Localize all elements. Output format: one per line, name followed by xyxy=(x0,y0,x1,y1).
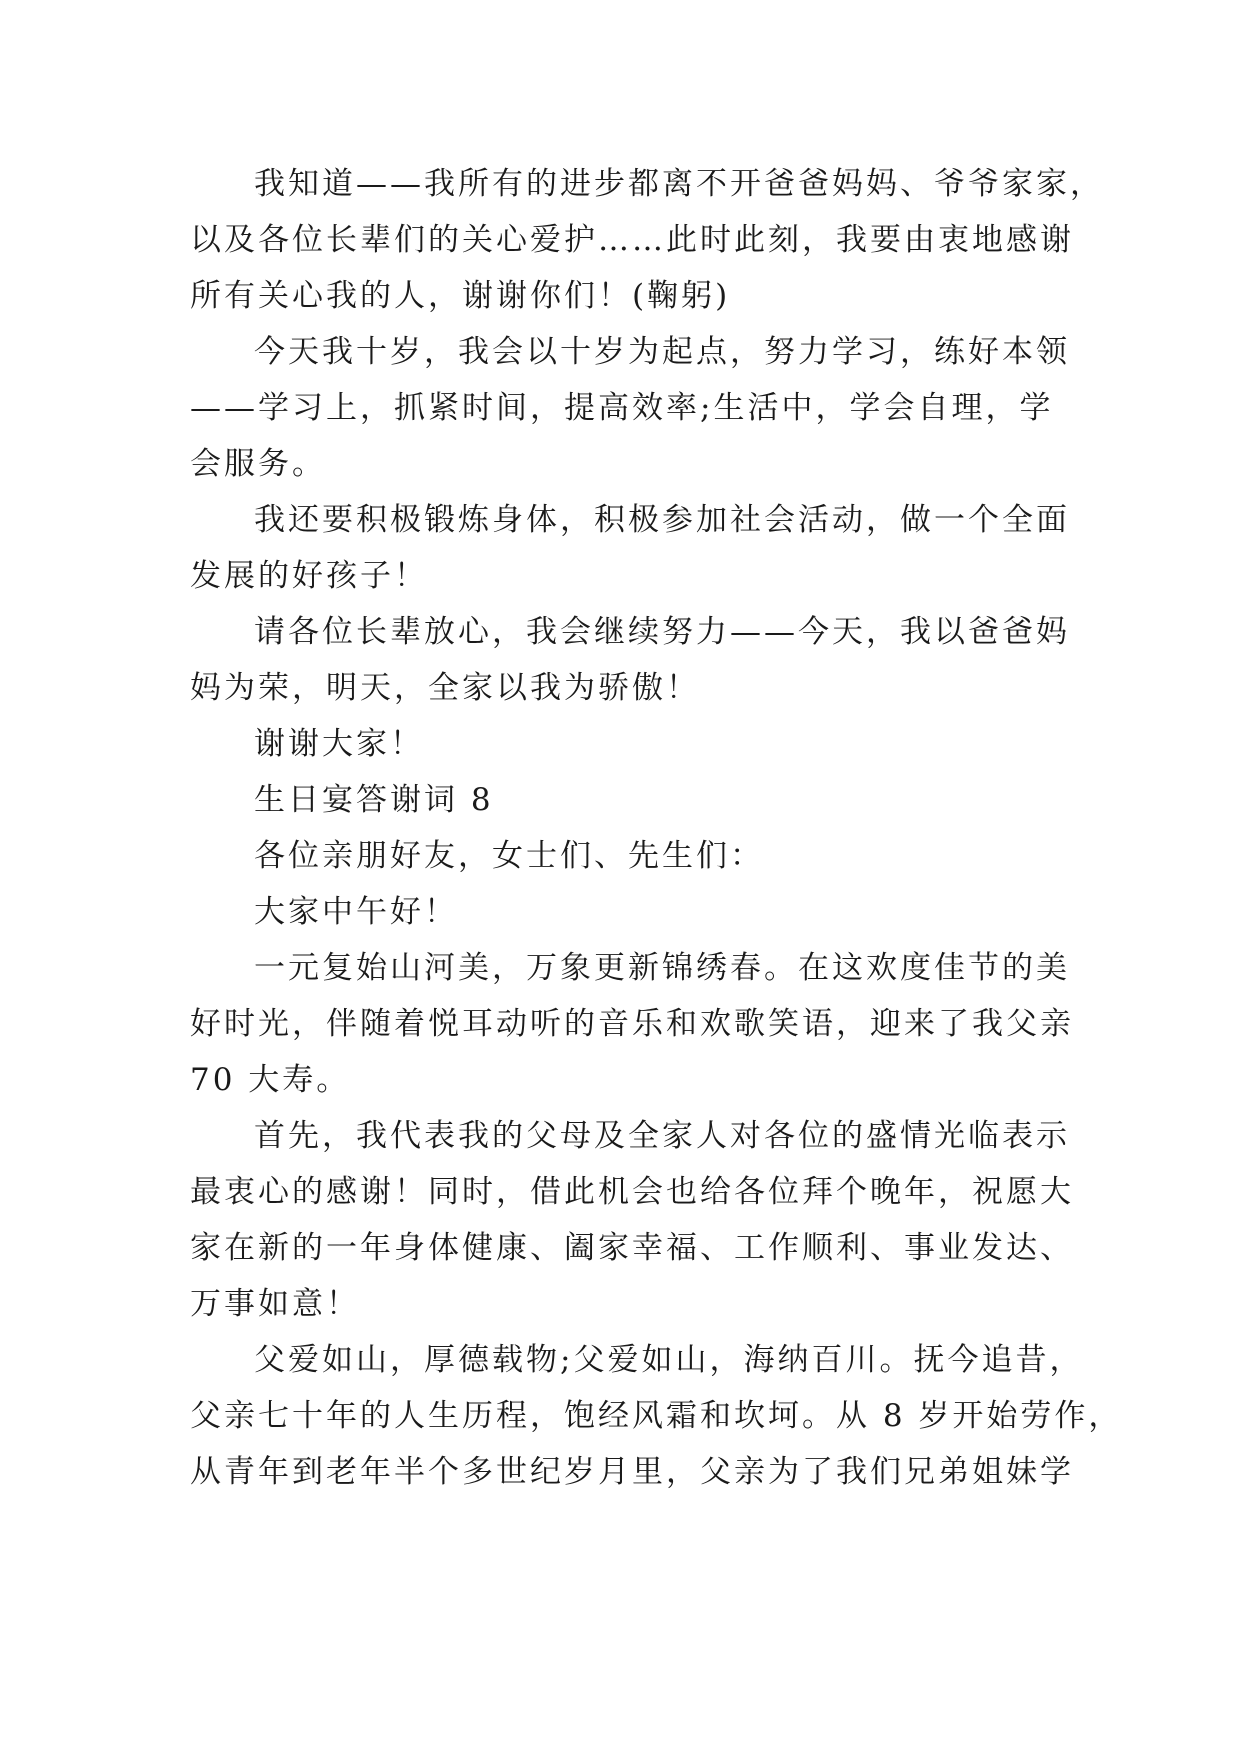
text-line: 家在新的一年身体健康、阖家幸福、工作顺利、事业发达、 xyxy=(190,1230,1074,1266)
text-line: 70 大寿。 xyxy=(190,1062,351,1098)
text-line: 会服务。 xyxy=(190,446,326,482)
text-line: 发展的好孩子！ xyxy=(190,558,428,594)
text-line: 从青年到老年半个多世纪岁月里，父亲为了我们兄弟姐妹学 xyxy=(190,1454,1074,1490)
text-line: 父爱如山，厚德载物;父爱如山，海纳百川。抚今追昔， xyxy=(254,1342,1084,1378)
document-body xyxy=(190,156,1123,1500)
salutation: 各位亲朋好友，女士们、先生们： xyxy=(254,838,764,874)
greeting: 大家中午好！ xyxy=(254,894,458,930)
section-heading: 生日宴答谢词 8 xyxy=(254,782,494,818)
text-line: 父亲七十年的人生历程，饱经风霜和坎坷。从 8 岁开始劳作， xyxy=(190,1398,1123,1434)
text-line: ——学习上，抓紧时间，提高效率;生活中，学会自理，学 xyxy=(190,390,1054,426)
text-line: 妈为荣，明天，全家以我为骄傲！ xyxy=(190,670,700,706)
text-line: 请各位长辈放心，我会继续努力——今天，我以爸爸妈 xyxy=(254,614,1070,650)
text-line: 所有关心我的人，谢谢你们！(鞠躬) xyxy=(190,278,731,314)
text-line: 一元复始山河美，万象更新锦绣春。在这欢度佳节的美 xyxy=(254,950,1070,986)
text-line: 万事如意！ xyxy=(190,1286,360,1322)
text-line: 我还要积极锻炼身体，积极参加社会活动，做一个全面 xyxy=(254,502,1070,538)
text-line: 好时光，伴随着悦耳动听的音乐和欢歌笑语，迎来了我父亲 xyxy=(190,1006,1074,1042)
text-line: 最衷心的感谢！同时，借此机会也给各位拜个晚年，祝愿大 xyxy=(190,1174,1074,1210)
text-line: 以及各位长辈们的关心爱护……此时此刻，我要由衷地感谢 xyxy=(190,222,1074,258)
text-line: 首先，我代表我的父母及全家人对各位的盛情光临表示 xyxy=(254,1118,1070,1154)
text-line: 我知道——我所有的进步都离不开爸爸妈妈、爷爷家家， xyxy=(254,166,1104,202)
text-line: 谢谢大家！ xyxy=(254,726,424,762)
text-line: 今天我十岁，我会以十岁为起点，努力学习，练好本领 xyxy=(254,334,1070,370)
